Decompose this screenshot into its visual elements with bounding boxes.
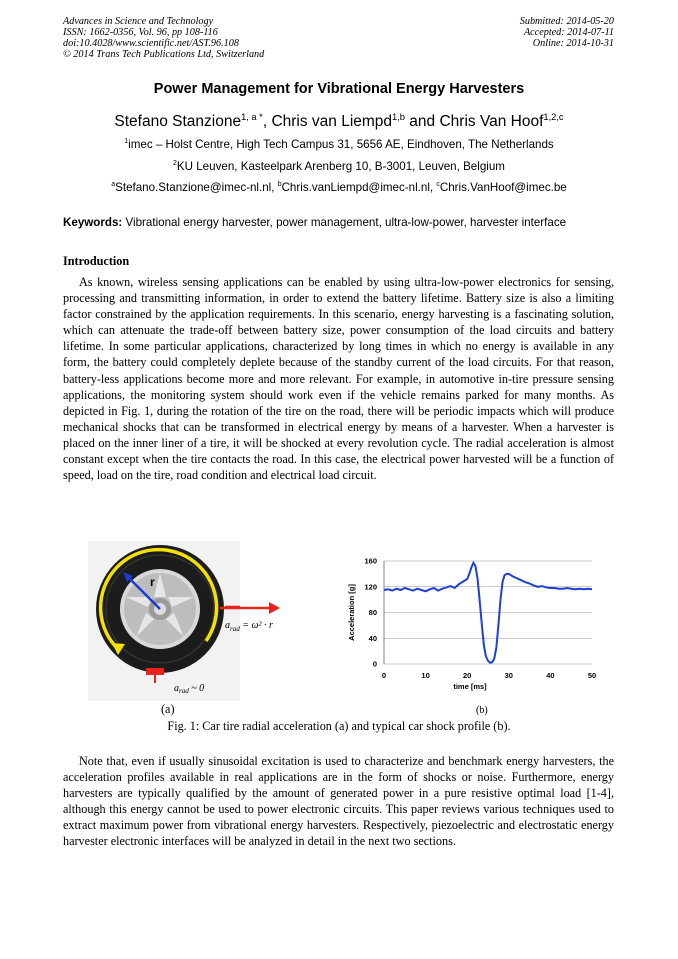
tire-diagram [88, 541, 240, 701]
shock-profile-chart [340, 551, 602, 698]
x-tick-label: 40 [546, 671, 555, 680]
affiliation-text: KU Leuven, Kasteelpark Arenberg 10, B-3001, Leuven, Belgium [176, 160, 505, 173]
arad-zero-label: $a_{rad}$ ~ 0 [174, 683, 205, 695]
keywords [63, 216, 623, 229]
author-sep: , [262, 113, 272, 130]
keywords-label: Keywords: [63, 216, 123, 229]
author-sup: 1,b [392, 111, 405, 122]
email-link[interactable]: Stefano.Stanzione@imec-nl.nl, [115, 181, 278, 194]
affiliation-2 [0, 160, 678, 173]
author-name: Stefano Stanzione [114, 113, 242, 130]
submission-dates [520, 16, 614, 49]
x-tick-label: 20 [463, 671, 472, 680]
submitted-date: Submitted: 2014-05-20 [519, 16, 614, 27]
arad-formula-label: $a_{rad} = \omega^2 \cdot r$ [225, 620, 273, 633]
affiliation-text: imec – Holst Centre, High Tech Campus 31, 5656 AE, Eindhoven, The Netherlands [128, 138, 554, 151]
y-tick-label: 40 [368, 633, 377, 643]
author-list [0, 113, 678, 131]
y-tick-label: 80 [368, 608, 377, 617]
email-line [0, 181, 678, 194]
author-sup: 1,2,c [543, 111, 564, 122]
body-paragraph: Note that, even if usually sinusoidal excitation is used to characterize and benchmark energy harvesters, the acceleration profiles available in real applications are in the form of shocks or noise. Furthermore, energy harvesters are typically qualified by the amount of generated power in a pure resistive optimal load [1-4], although this energy cannot be used to power electronic circuits. This paper reviews various techniques used to extract maximum power from vibrational energy harvesters. Respectively, piezoelectric and electrostatic energy harvester electronic interfaces will be analyzed in detail in the next two sections. [63, 754, 614, 849]
affiliation-1 [0, 138, 678, 151]
body-paragraph: As known, wireless sensing applications can be enabled by using ultra-low-power electronics for sensing, processing and transmitting information, in order to extend the battery lifetime. Battery size is also a limiting factor constrained by the application requirements. In this scenario, energy harvesting is a fascinating solution, which can attenuate the trade-off between battery size, power consumption of the load circuits and battery lifetime. In some particular applications, characterized by long times in which no energy is available in any form, the battery could completely deplete because of the standby current of the load circuits. For that reason, battery-less applications become more and more relevant. For example, in automotive in-tire pressure sensing applications, the monitoring system should work even if the vehicle remains parked for many months. As depicted in Fig. 1, during the rotation of the tire on the road, there will be periodic impacts which will produce mechanical shocks that can be transformed in electrical energy by means of a harvester. When a harvester is placed on the inner liner of a tire, it will be shocked at every revolution cycle. The radial acceleration is almost constant except when the tire contacts the road. In this case, the electrical power harvested will be a function of speed, load on the tire, road condition and electrical load circuit. [63, 275, 614, 483]
paper-title: Power Management for Vibrational Energy Harvesters [153, 81, 525, 97]
x-axis-label: time [ms] [453, 682, 487, 691]
subfigure-label-a: (a) [161, 702, 175, 716]
author-name: Chris Van Hoof [439, 113, 544, 130]
y-axis-label: Acceleration [g] [347, 584, 356, 641]
email-sup: b [277, 181, 282, 189]
accepted-date: Accepted: 2014-07-11 [523, 27, 614, 38]
author-sep: and [404, 113, 440, 130]
copyright-line: © 2014 Trans Tech Publications Ltd, Switzerland [63, 49, 265, 60]
email-link[interactable]: Chris.VanHoof@imec.be [439, 181, 567, 194]
section-title: Introduction [63, 254, 130, 268]
affiliation-sup: 2 [173, 160, 177, 168]
email-sup: c [436, 181, 440, 189]
y-tick-label: 0 [372, 659, 377, 669]
author-sup: 1, a * [241, 111, 263, 122]
online-date: Online: 2014-10-31 [532, 38, 614, 49]
x-tick-label: 0 [381, 671, 387, 680]
journal-name: Advances in Science and Technology [63, 16, 214, 27]
radius-label: r [150, 575, 155, 589]
email-sup: a [111, 181, 116, 189]
acceleration-series-line [384, 563, 592, 663]
x-tick-label: 50 [587, 671, 597, 680]
y-tick-label: 120 [364, 582, 377, 592]
x-tick-label: 30 [504, 671, 513, 680]
keywords-text: Vibrational energy harvester, power management, ultra-low-power, harvester interface [122, 216, 567, 229]
affiliation-sup: 1 [124, 138, 129, 146]
email-link[interactable]: Chris.vanLiempd@imec-nl.nl, [281, 181, 437, 194]
journal-info [63, 16, 264, 60]
subfigure-label-b: (b) [476, 705, 488, 716]
author-name: Chris van Liempd [271, 113, 393, 130]
figure-caption: Fig. 1: Car tire radial acceleration (a) and typical car shock profile (b). [167, 719, 511, 733]
y-tick-label: 160 [364, 556, 377, 566]
issn-line: ISSN: 1662-0356, Vol. 96, pp 108-116 [63, 27, 218, 38]
x-tick-label: 10 [421, 671, 430, 680]
doi-line: doi:10.4028/www.scientific.net/AST.96.108 [63, 38, 239, 49]
